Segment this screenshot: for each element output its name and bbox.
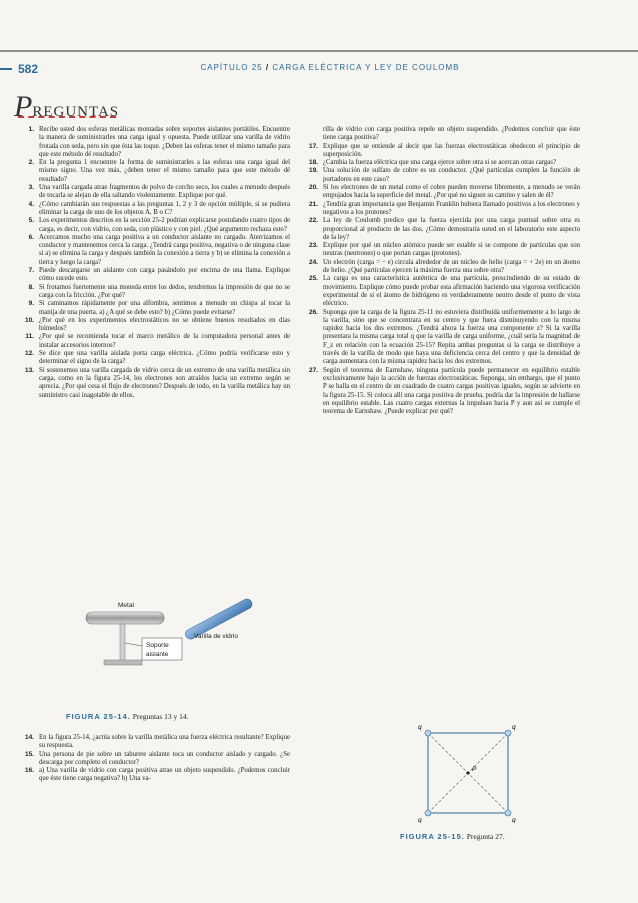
question-item <box>302 367 580 417</box>
question-item <box>302 201 580 218</box>
question-item <box>18 284 290 301</box>
running-header <box>0 62 638 78</box>
question-text: En la pregunta 1 encuentre la forma de suministrarles a las esferas una carga igual del mismo signo. Una vez más, ¿deben tener el mismo tamaño para que este método dé resultado? <box>39 159 290 183</box>
question-text: Se dice que una varilla aislada porta carga eléctrica. ¿Cómo podría verificarse esto y determinar el signo de la carga? <box>39 350 290 366</box>
question-item <box>18 267 290 284</box>
question-number: 1. <box>28 126 34 133</box>
question-item <box>18 734 290 751</box>
question-item <box>302 275 580 308</box>
label-q-tr: q <box>512 724 516 731</box>
question-text: Puede descargarse un aislante con carga pasándolo por encima de una llama. Explique cómo sucede esto. <box>39 267 290 283</box>
question-text: Una solución de sulfato de cobre es un conductor. ¿Qué partículas cumplen la función de portadores en este caso? <box>323 167 580 183</box>
question-text: La carga es una característica auténtica de una partícula, prescindiendo de su estado de movimiento. Explique cómo puede probar esta afirmación haciendo una vigorosa verificación experimental de si el átomo de hidrógeno es verdaderamente neutro desde el punto de vista eléctrico. <box>323 275 580 308</box>
question-text: Recibe usted dos esferas metálicas montadas sobre soportes aislantes portátiles. Encuentre la manera de suministrarles una carga igual y opuesta. Puede utilizar una varilla de vidrio frotada con seda, pero sin que ésta las toque. ¿Deben las esferas tener el mismo tamaño para que este método dé resultado? <box>39 126 290 158</box>
left-column <box>18 126 290 400</box>
charge-bottom-right <box>505 810 511 816</box>
question-item <box>18 159 290 184</box>
question-text: Un electrón (carga = − e) circula alrededor de un núcleo de helio (carga = + 2e) en un átomo de helio. ¿Qué partículas ejercen la máxima fuerza una sobre otra? <box>323 258 580 275</box>
label-p: P <box>472 766 477 773</box>
label-q-tl: q <box>418 724 422 731</box>
support-base <box>104 660 142 665</box>
top-rule <box>0 50 638 52</box>
question-text: La ley de Coulomb predice que la fuerza ejercida por una carga puntual sobre otra es proporcional al producto de las dos. ¿Cómo demostraría usted en el laboratorio este aspecto de la ley? <box>323 217 580 241</box>
question-16-continuation: rilla de vidrio con carga positiva repele un objeto suspendido. ¿Podemos concluir que éste tiene carga positiva? <box>323 126 580 142</box>
question-number: 3. <box>28 184 34 192</box>
question-text: ¿Por qué en los experimentos electrostáticos no se obtiene buenos resultados en días húmedos? <box>39 316 290 333</box>
charge-top-left <box>425 730 431 736</box>
question-item <box>18 767 290 784</box>
insulating-support <box>120 624 125 662</box>
question-item <box>18 234 290 267</box>
question-text: Una varilla cargada atrae fragmentos de polvo de corcho seco, los cuales a menudo después de tocarla se alejan de ella saltando violentamente. Explique por qué. <box>39 184 290 200</box>
question-text: Acercamos mucho una carga positiva a un conductor aislante no cargado. Aterrizamos el conductor y mantenemos cerca la carga. ¿Tendrá carga positiva, negativa o de ninguna clase si a) se elimina la carga y después también la conexión a tierra y b) se elimina la conexión a tierra y luego la carga? <box>39 233 290 266</box>
question-number: 15. <box>24 750 34 758</box>
question-text: Suponga que la carga de la figura 25-11 no estuviera distribuida uniformemente a lo largo de la varilla, sino que se concentrara en su centro y que fuera disminuyendo con la misma rapidez hacia los dos extremos. ¿Tendrá ahora la fuerza una componente z? Si la varilla presentara la misma carga total q que la varilla de carga uniforme, ¿cuál sería la magnitud de F_z en relación con la ecuación 25-15? Repita ambas preguntas si la carga se distribuye a través de la varilla de modo que haya una deficiencia cerca del centro y que la densidad de carga aumentara con la misma rapidez hacia los dos extremos. <box>323 308 580 366</box>
question-number: 19. <box>308 167 318 175</box>
figure-25-14-caption <box>66 712 286 721</box>
question-text: Si sostenemos una varilla cargada de vidrio cerca de un extremo de una varilla metálica sin carga, como en la figura 25-14, los electrones son atraídos hacia un extremo según se aprecia. ¿Por qué cesa el flujo de electrones? Después de todo, en la varilla metálica hay un suministro casi inagotable de ellos. <box>39 366 290 399</box>
question-item <box>18 184 290 201</box>
question-number: 10. <box>24 316 34 324</box>
charge-bottom-left <box>425 810 431 816</box>
question-text: a) Una varilla de vidrio con carga positiva atrae un objeto suspendido. ¿Podemos concluir que éste tiene carga negativa? b) Una va- <box>39 767 290 783</box>
page-number-bar <box>0 68 12 70</box>
question-number: 22. <box>308 217 318 225</box>
question-text: Si caminamos rápidamente por una alfombra, sentimos a menudo un chispa al tocar la manija de una puerta. a) ¿A qué se debe esto? b) ¿Cómo puede evitarse? <box>39 300 290 316</box>
question-number: 16. <box>24 767 34 775</box>
caption-text-2: Pregunta 27. <box>466 832 505 841</box>
chapter-separator: / <box>265 63 270 72</box>
page-number: 582 <box>18 62 39 76</box>
question-number: 23. <box>308 242 318 250</box>
question-number: 24. <box>308 258 318 266</box>
question-text: ¿Por qué se recomienda tocar el marco metálico de la computadora personal antes de instalar accesorios internos? <box>39 333 290 349</box>
question-number: 27. <box>308 366 318 374</box>
question-item <box>18 317 290 334</box>
left-column-bottom <box>18 734 290 784</box>
question-item <box>302 242 580 259</box>
section-rest: REGUNTAS <box>32 104 120 120</box>
question-number: 6. <box>28 233 34 241</box>
question-text: En la figura 25-14, ¿actúa sobre la varilla metálica una fuerza eléctrica resultante? Explique su respuesta. <box>39 734 290 750</box>
question-text: Explique que se entiende al decir que las fuerzas electrostáticas obedecen el principio de superposición. <box>323 142 580 158</box>
chapter-title: CARGA ELÉCTRICA Y LEY DE COULOMB <box>272 63 460 72</box>
question-item <box>18 201 290 218</box>
question-number: 20. <box>308 184 318 192</box>
label-metal: Metal <box>118 602 134 609</box>
question-item <box>302 143 580 160</box>
question-item <box>302 309 580 367</box>
question-text: ¿Tendría gran importancia que Benjamin Franklin hubiera llamado positivos a los electrones y negativos a los protones? <box>323 200 580 216</box>
question-number: 14. <box>24 734 34 741</box>
caption-label-2: FIGURA 25-15. <box>400 832 465 841</box>
point-p <box>466 771 469 774</box>
question-item <box>302 184 580 201</box>
running-title <box>120 63 540 72</box>
question-number: 26. <box>308 308 318 316</box>
label-support-1: Soporte <box>146 642 169 649</box>
question-item <box>18 217 290 234</box>
question-item <box>302 159 580 167</box>
question-text: Los experimentos descritos en la sección 25-2 podrían explicarse postulando cuatro tipos de carga, es decir, con vidrio, con seda, con plástico y con piel. ¿Qué argumento rechaza esto? <box>39 217 290 233</box>
question-number: 12. <box>24 350 34 358</box>
caption-text: Preguntas 13 y 14. <box>132 712 189 721</box>
question-text: Una persona de pie sobre un taburete aislante toca un conductor aislado y cargado. ¿Se descarga por completo el conductor? <box>39 750 290 766</box>
question-item <box>18 333 290 350</box>
question-item <box>18 367 290 400</box>
question-number: 5. <box>28 217 34 225</box>
question-item <box>18 751 290 768</box>
section-initial: P <box>14 90 33 123</box>
question-text: Si frotamos fuertemente una moneda entre los dedos, tendremos la impresión de que no se carga con la fricción. ¿Por qué? <box>39 283 290 299</box>
question-number: 9. <box>28 300 34 308</box>
question-number: 2. <box>28 159 34 167</box>
label-q-bl: q <box>418 817 422 823</box>
charge-top-right <box>505 730 511 736</box>
question-item <box>302 259 580 276</box>
question-number: 13. <box>24 366 34 374</box>
figure-25-15 <box>408 718 528 823</box>
question-item <box>18 126 290 159</box>
section-dashed-rule <box>18 116 116 118</box>
question-text: Explique por qué un núcleo atómico puede ser estable si se compone de partículas que son neutras (neutrones) o que portan cargas (protones). <box>323 242 580 258</box>
label-glass-rod: Varilla de vidrio <box>194 633 238 640</box>
figure-25-14 <box>82 598 282 693</box>
question-number: 21. <box>308 200 318 208</box>
chapter-label: CAPÍTULO 25 <box>200 63 263 72</box>
section-title <box>14 90 119 124</box>
question-number: 17. <box>308 142 318 150</box>
label-support-2: aislante <box>146 651 169 658</box>
question-number: 7. <box>28 267 34 275</box>
right-column <box>302 126 580 416</box>
metal-rod <box>86 612 164 624</box>
figure-25-15-caption <box>400 832 560 841</box>
question-number: 18. <box>308 159 318 167</box>
question-number: 8. <box>28 283 34 291</box>
question-number: 4. <box>28 200 34 208</box>
question-item <box>18 350 290 367</box>
question-text: ¿Cómo cambiarán sus respuestas a las preguntas 1, 2 y 3 de opción múltiple, si se pudiera eliminar la carga de uno de los objetos A, B o C? <box>39 200 290 216</box>
question-number: 25. <box>308 275 318 283</box>
question-text: Si los electrones de un metal como el cobre pueden moverse libremente, a menudo se verán empujados hacia la superficie del metal. ¿Por qué no siguen su camino y salen de él? <box>323 184 580 200</box>
question-text: Según el teorema de Earnshaw, ninguna partícula puede permanecer en equilibrio estable exclusivamente bajo la acción de fuerzas electrostáticas. Suponga, sin embargo, que el punto P se halla en el centro de un cuadrado de cuatro cargas positivas iguales, según se advierte en la figura 25-15. Si coloca allí una carga positiva de prueba, podría dar la impresión de hallarse en equilibrio estable. Las cuatro cargas externas la impulsan hacia P y aun así se cumple el teorema de Earnshaw. ¿Puede explicar por qué? <box>323 366 580 416</box>
question-text: ¿Cambia la fuerza eléctrica que una carga ejerce sobre otra si se acercan otras cargas? <box>323 159 556 167</box>
caption-label: FIGURA 25-14. <box>66 712 131 721</box>
question-item <box>18 300 290 317</box>
question-item <box>302 167 580 184</box>
question-item <box>302 217 580 242</box>
question-number: 11. <box>25 333 34 341</box>
label-q-br: q <box>512 817 516 823</box>
